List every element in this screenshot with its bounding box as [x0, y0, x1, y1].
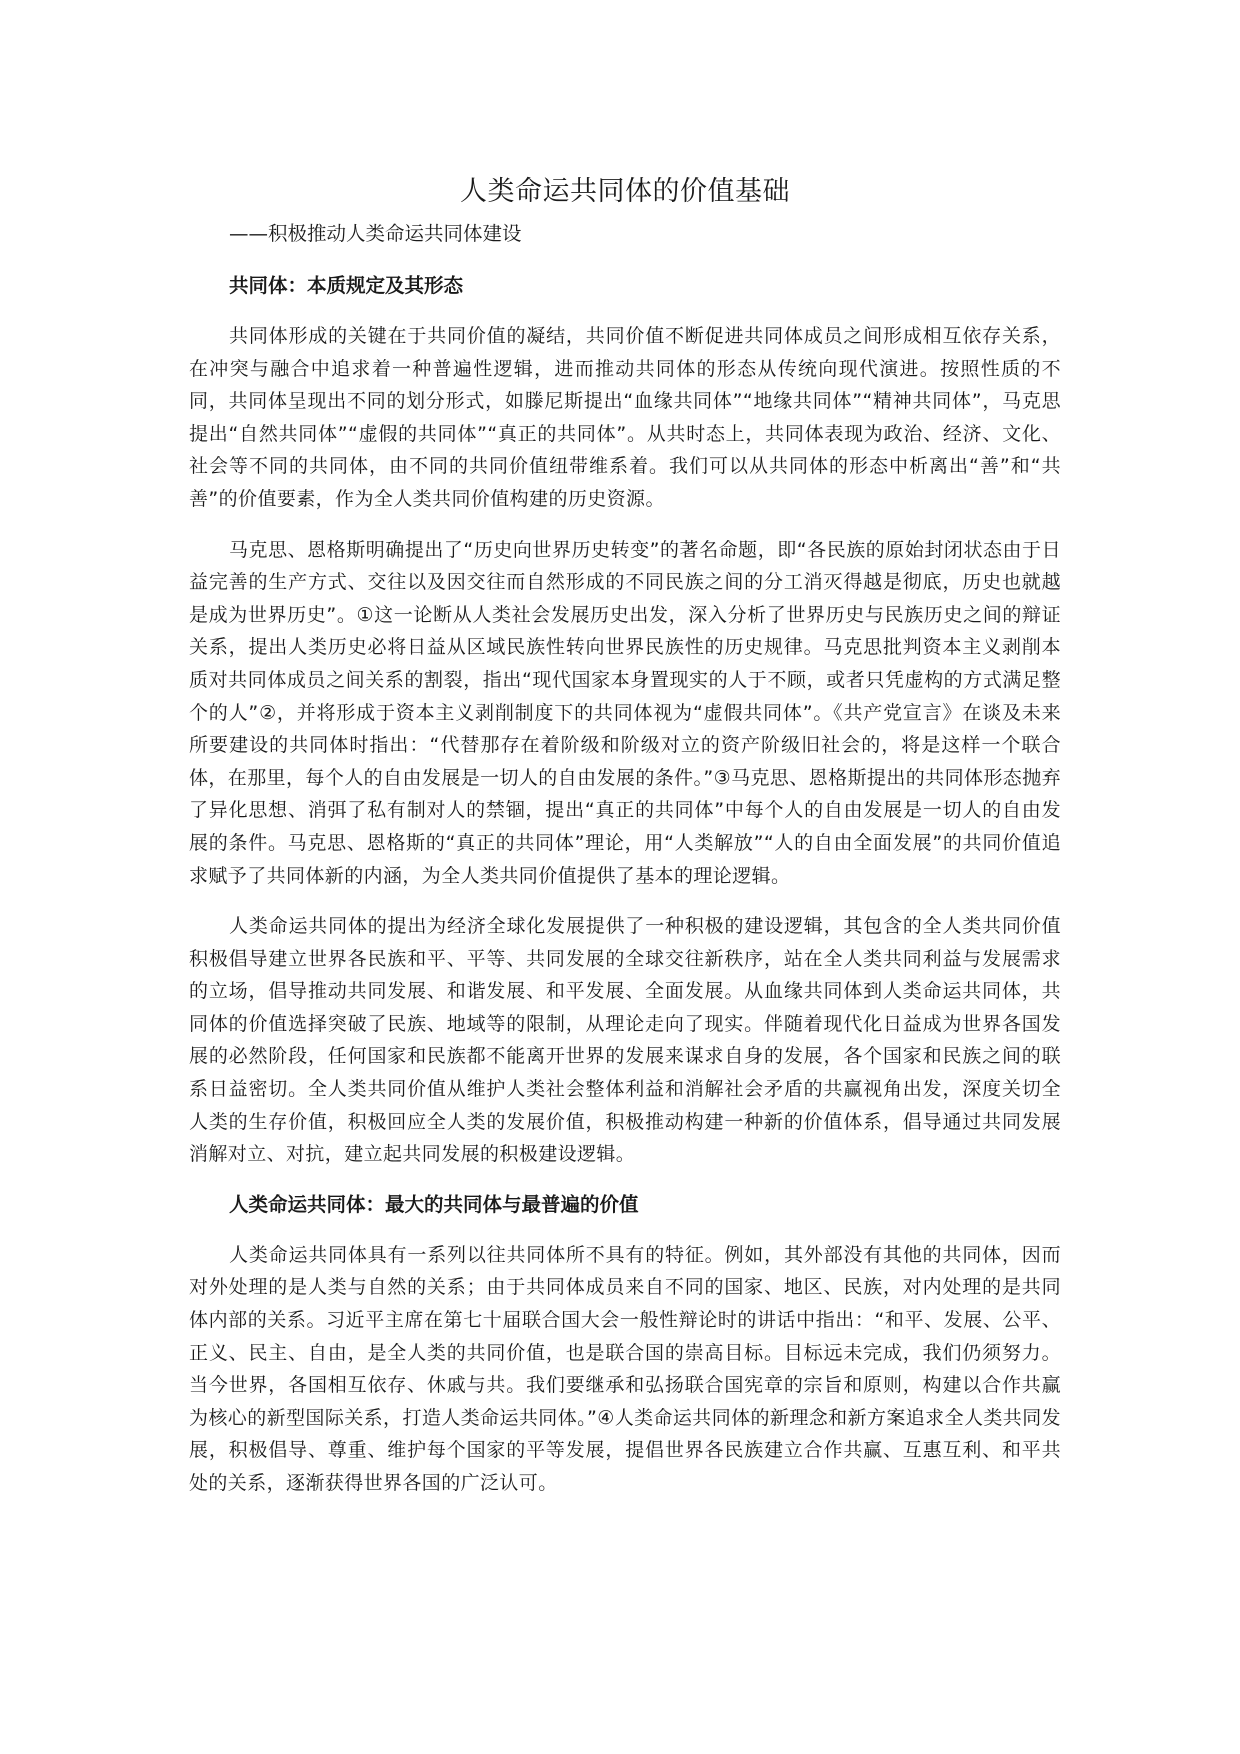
document-page [189, 172, 1061, 1518]
section-largest-community [189, 1189, 1061, 1500]
document-subtitle: ——积极推动人类命运共同体建设 [229, 222, 522, 245]
section-heading: 人类命运共同体：最大的共同体与最普遍的价值 [229, 1192, 639, 1216]
section-essence-forms [189, 270, 1061, 1171]
body-paragraph: 人类命运共同体具有一系列以往共同体所不具有的特征。例如，其外部没有其他的共同体，因而对外处理的是人类与自然的关系；由于共同体成员来自不同的国家、地区、民族，对内处理的是共同体内部的关系。习近平主席在第七十届联合国大会一般性辩论时的讲话中指出：“和平、发展、公平、正义、民主、自由，是全人类的共同价值，也是联合国的崇高目标。目标远未完成，我们仍须努力。当今世界，各国相互依存、休戚与共。我们要继承和弘扬联合国宪章的宗旨和原则，构建以合作共赢为核心的新型国际关系，打造人类命运共同体。”④人类命运共同体的新理念和新方案追求全人类共同发展，积极倡导、尊重、维护每个国家的平等发展，提倡世界各民族建立合作共赢、互惠互利、和平共处的关系，逐渐获得世界各国的广泛认可。 [189, 1243, 1061, 1494]
body-paragraph: 共同体形成的关键在于共同价值的凝结，共同价值不断促进共同体成员之间形成相互依存关系，在冲突与融合中追求着一种普遍性逻辑，进而推动共同体的形态从传统向现代演进。按照性质的不同，共同体呈现出不同的划分形式，如滕尼斯提出“血缘共同体”“地缘共同体”“精神共同体”，马克思提出“自然共同体”“虚假的共同体”“真正的共同体”。从共时态上，共同体表现为政治、经济、文化、社会等不同的共同体，由不同的共同价值纽带维系着。我们可以从共同体的形态中析离出“善”和“共善”的价值要素，作为全人类共同价值构建的历史资源。 [189, 325, 1061, 510]
section-heading: 共同体：本质规定及其形态 [229, 274, 464, 297]
document-title: 人类命运共同体的价值基础 [460, 176, 790, 207]
body-paragraph: 人类命运共同体的提出为经济全球化发展提供了一种积极的建设逻辑，其包含的全人类共同价值积极倡导建立世界各民族和平、平等、共同发展的全球交往新秩序，站在全人类共同利益与发展需求的立场，倡导推动共同发展、和谐发展、和平发展、全面发展。从血缘共同体到人类命运共同体，共同体的价值选择突破了民族、地域等的限制，从理论走向了现实。伴随着现代化日益成为世界各国发展的必然阶段，任何国家和民族都不能离开世界的发展来谋求自身的发展，各个国家和民族之间的联系日益密切。全人类共同价值从维护人类社会整体利益和消解社会矛盾的共赢视角出发，深度关切全人类的生存价值，积极回应全人类的发展价值，积极推动构建一种新的价值体系，倡导通过共同发展消解对立、对抗，建立起共同发展的积极建设逻辑。 [189, 915, 1061, 1166]
body-paragraph: 马克思、恩格斯明确提出了“历史向世界历史转变”的著名命题，即“各民族的原始封闭状态由于日益完善的生产方式、交往以及因交往而自然形成的不同民族之间的分工消灭得越是彻底，历史也就越是成为世界历史”。①这一论断从人类社会发展历史出发，深入分析了世界历史与民族历史之间的辩证关系，提出人类历史必将日益从区域民族性转向世界民族性的历史规律。马克思批判资本主义剥削本质对共同体成员之间关系的割裂，指出“现代国家本身置现实的人于不顾，或者只凭虚构的方式满足整个的人”②，并将形成于资本主义剥削制度下的共同体视为“虚假共同体”。《共产党宣言》在谈及未来所要建设的共同体时指出：“代替那存在着阶级和阶级对立的资产阶级旧社会的，将是这样一个联合体，在那里，每个人的自由发展是一切人的自由发展的条件。”③马克思、恩格斯提出的共同体形态抛弃了异化思想、消弭了私有制对人的禁锢，提出“真正的共同体”中每个人的自由发展是一切人的自由发展的条件。马克思、恩格斯的“真正的共同体”理论，用“人类解放”“人的自由全面发展”的共同价值追求赋予了共同体新的内涵，为全人类共同价值提供了基本的理论逻辑。 [189, 538, 1061, 887]
